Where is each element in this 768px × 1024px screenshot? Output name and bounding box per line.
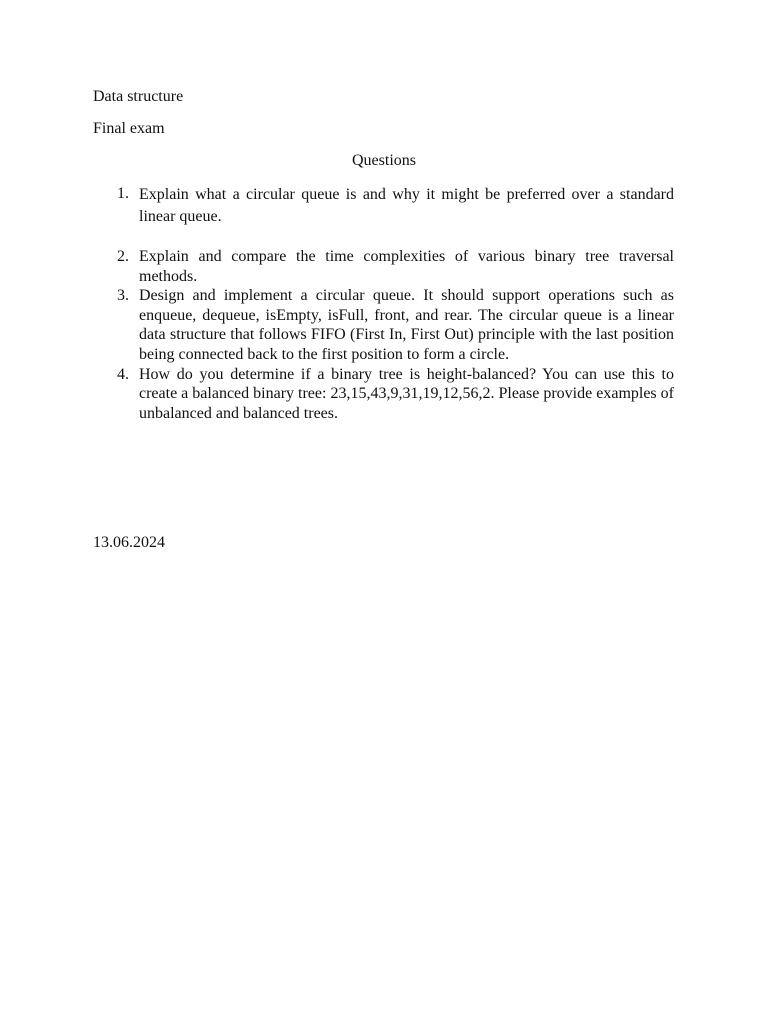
course-title: Data structure bbox=[93, 88, 184, 105]
question-item-1 bbox=[93, 184, 674, 228]
question-text: How do you determine if a binary tree is height-balanced? You can use this to create a balanced binary tree: 23,15,43,9,31,19,12,56,2. Please provide examples of unbalanced and balanced trees. bbox=[139, 365, 674, 422]
question-number: 3. bbox=[117, 287, 129, 305]
question-list bbox=[93, 184, 674, 423]
question-item-3 bbox=[93, 286, 674, 364]
exam-date: 13.06.2024 bbox=[93, 534, 165, 551]
question-number: 4. bbox=[117, 365, 129, 383]
question-text: Explain and compare the time complexities of various binary tree traversal methods. bbox=[139, 248, 674, 285]
question-text: Explain what a circular queue is and why it might be preferred over a standard linear queue. bbox=[139, 186, 674, 225]
question-item-2 bbox=[93, 247, 674, 286]
exam-type-label: Final exam bbox=[93, 120, 165, 137]
question-item-4 bbox=[93, 365, 674, 424]
question-number: 2. bbox=[117, 248, 129, 265]
questions-heading: Questions bbox=[352, 152, 416, 169]
question-text: Design and implement a circular queue. It should support operations such as enqueue, dequeue, isEmpty, isFull, front, and rear. The circular queue is a linear data structure that follows FIFO (First In, First Out) principle with the last position being connected back to the first position to form a circle. bbox=[139, 287, 674, 363]
question-number: 1. bbox=[117, 185, 129, 202]
